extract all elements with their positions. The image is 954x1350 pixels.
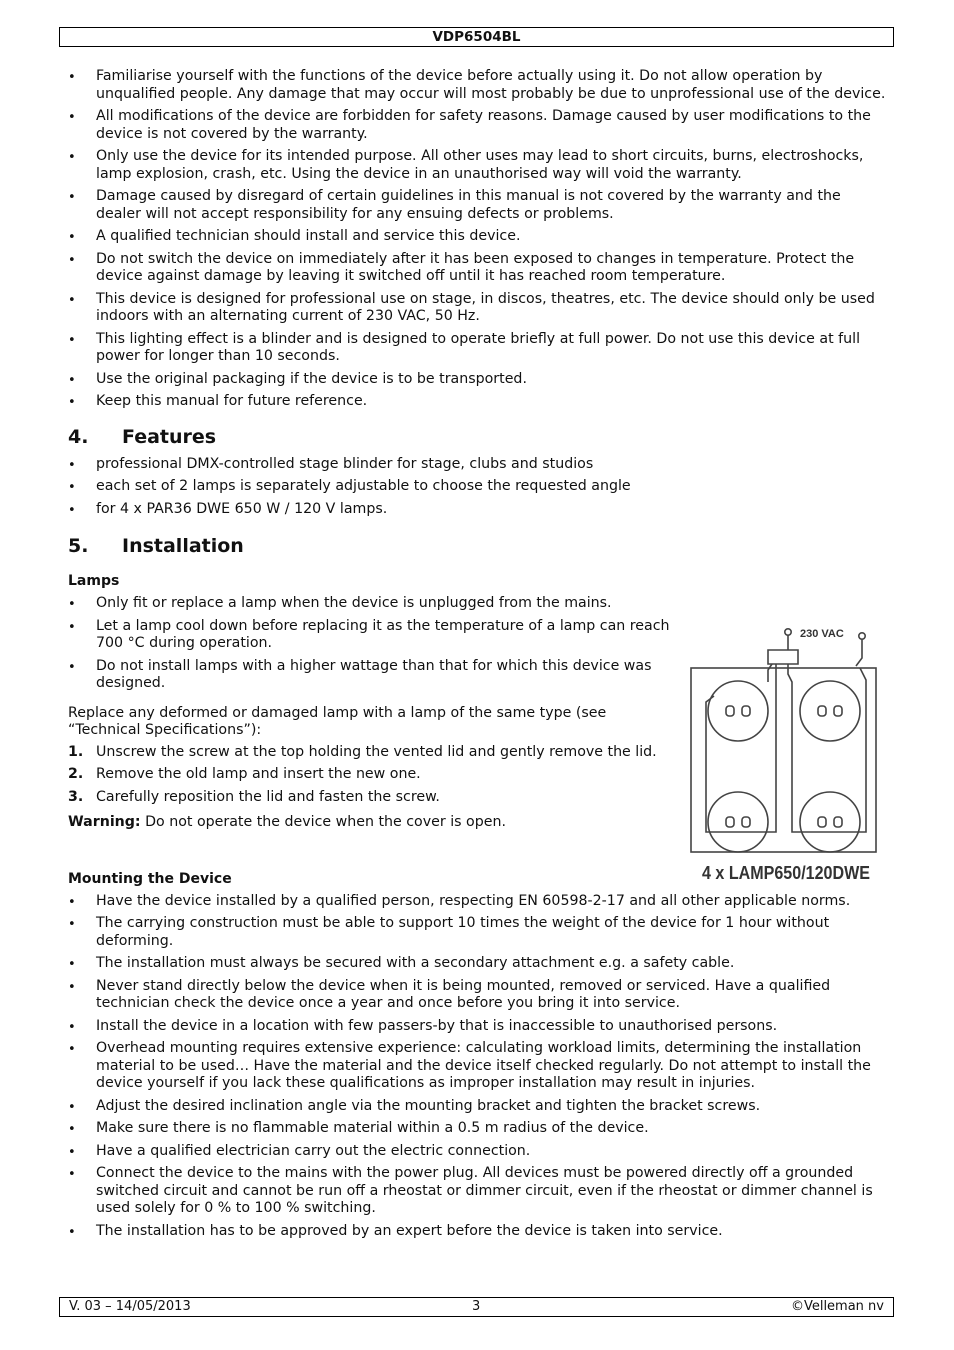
- housing-outline: [691, 668, 876, 852]
- lamp-wiring-diagram: [684, 622, 884, 890]
- lamp-socket: [708, 792, 768, 852]
- list-item: • Make sure there is no flammable material within a 0.5 m radius of the device.: [68, 1120, 886, 1138]
- list-item: • Install the device in a location with few passers-by that is inaccessible to unauthorised persons.: [68, 1018, 886, 1036]
- page-number: 3: [472, 1299, 481, 1314]
- replace-intro: Replace any deformed or damaged lamp with a lamp of the same type (see “Technical Specifications”):: [68, 704, 607, 738]
- step-text: Unscrew the screw at the top holding the vented lid and gently remove the lid.: [96, 743, 657, 760]
- lamp-socket: [708, 681, 768, 741]
- lamp-socket: [800, 792, 860, 852]
- page-header: [59, 27, 894, 47]
- list-item: • This device is designed for professional use on stage, in discos, theatres, etc. The device should only be used indoors with an alternating current of 230 VAC, 50 Hz.: [68, 291, 886, 326]
- list-item: • Familiarise yourself with the functions of the device before actually using it. Do not allow operation by unqualified people. Any damage that may occur will most probably be due to unprofessional use of the device.: [68, 68, 886, 103]
- lamps-list: [68, 595, 672, 693]
- list-item: • Keep this manual for future reference.: [68, 393, 886, 411]
- copyright: ©Velleman nv: [790, 1299, 884, 1314]
- terminal-left: [785, 629, 791, 635]
- list-item: • A qualified technician should install and service this device.: [68, 228, 886, 246]
- list-item: • professional DMX-controlled stage blinder for stage, clubs and studios: [68, 456, 886, 474]
- lamp-socket: [800, 681, 860, 741]
- terminal-right: [859, 633, 865, 639]
- lamp-caption: 4 x LAMP650/120DWE: [702, 863, 870, 883]
- section-title: Features: [122, 425, 217, 448]
- list-item: • The installation has to be approved by an expert before the device is taken into service.: [68, 1223, 886, 1241]
- list-item: • Only fit or replace a lamp when the device is unplugged from the mains.: [68, 595, 672, 613]
- version-date: V. 03 – 14/05/2013: [69, 1299, 191, 1314]
- section-title: Installation: [122, 535, 244, 557]
- model-number: VDP6504BL: [432, 29, 521, 45]
- features-list: [68, 456, 886, 519]
- page-footer: [59, 1297, 894, 1317]
- warning-text: Do not operate the device when the cover is open.: [140, 814, 506, 830]
- list-item: • Do not install lamps with a higher wattage than that for which this device was designed.: [68, 658, 672, 693]
- list-item: • for 4 x PAR36 DWE 650 W / 120 V lamps.: [68, 501, 886, 519]
- safety-list: [68, 68, 886, 411]
- section-number: 5.: [68, 535, 89, 557]
- list-item: • Do not switch the device on immediately after it has been exposed to changes in temperature. Protect the device against damage by leaving it switched off until it has reached room temperature.: [68, 251, 886, 286]
- list-item: • Damage caused by disregard of certain guidelines in this manual is not covered by the warranty and the dealer will not accept responsibility for any ensuing defects or problems.: [68, 188, 886, 223]
- step-text: Remove the old lamp and insert the new one.: [96, 766, 421, 782]
- voltage-label: 230 VAC: [800, 628, 844, 640]
- list-item: • Have the device installed by a qualified person, respecting EN 60598-2-17 and all other applicable norms.: [68, 893, 886, 911]
- list-item: • Have a qualified electrician carry out the electric connection.: [68, 1143, 886, 1161]
- list-item: • Adjust the desired inclination angle via the mounting bracket and tighten the bracket screws.: [68, 1098, 886, 1116]
- mounting-list: [68, 893, 886, 1241]
- step-number: 3.: [68, 788, 84, 805]
- installation-heading: [68, 534, 886, 558]
- section-number: 4.: [68, 425, 89, 448]
- list-item: • Use the original packaging if the device is to be transported.: [68, 371, 886, 389]
- list-item: • each set of 2 lamps is separately adjustable to choose the requested angle: [68, 478, 886, 496]
- warning-label: Warning:: [68, 814, 141, 830]
- list-item: • Let a lamp cool down before replacing it as the temperature of a lamp can reach 700 °C during operation.: [68, 618, 672, 653]
- step-text: Carefully reposition the lid and fasten the screw.: [96, 788, 440, 805]
- list-item: • Connect the device to the mains with the power plug. All devices must be powered directly off a grounded switched circuit and cannot be run off a rheostat or dimmer circuit, even if the rheostat or dimmer channel is used solely for 0 % to 100 % switching.: [68, 1165, 886, 1218]
- features-heading: [68, 425, 886, 449]
- step-number: 1.: [68, 743, 84, 760]
- step-number: 2.: [68, 766, 84, 782]
- list-item: • The installation must always be secured with a secondary attachment e.g. a safety cable.: [68, 955, 886, 973]
- list-item: • The carrying construction must be able to support 10 times the weight of the device for 1 hour without deforming.: [68, 915, 886, 950]
- lamps-heading: Lamps: [68, 573, 120, 589]
- list-item: • All modifications of the device are forbidden for safety reasons. Damage caused by user modifications to the device is not covered by the warranty.: [68, 108, 886, 143]
- mounting-heading: Mounting the Device: [68, 870, 232, 887]
- list-item: • Only use the device for its intended purpose. All other uses may lead to short circuits, burns, electroshocks, lamp explosion, crash, etc. Using the device in an unauthorised way will void the warranty.: [68, 148, 886, 183]
- list-item: • This lighting effect is a blinder and is designed to operate briefly at full power. Do not use this device at full power for longer than 10 seconds.: [68, 331, 886, 366]
- list-item: • Never stand directly below the device when it is being mounted, removed or serviced. Have a qualified technician check the device once a year and once before you bring it into service.: [68, 978, 886, 1013]
- list-item: • Overhead mounting requires extensive experience: calculating workload limits, determining the installation material to be used… Have the material and the device itself checked regularly. Do not attempt to install the device yourself if you lack these qualifications as improper installation may result in injuries.: [68, 1040, 886, 1093]
